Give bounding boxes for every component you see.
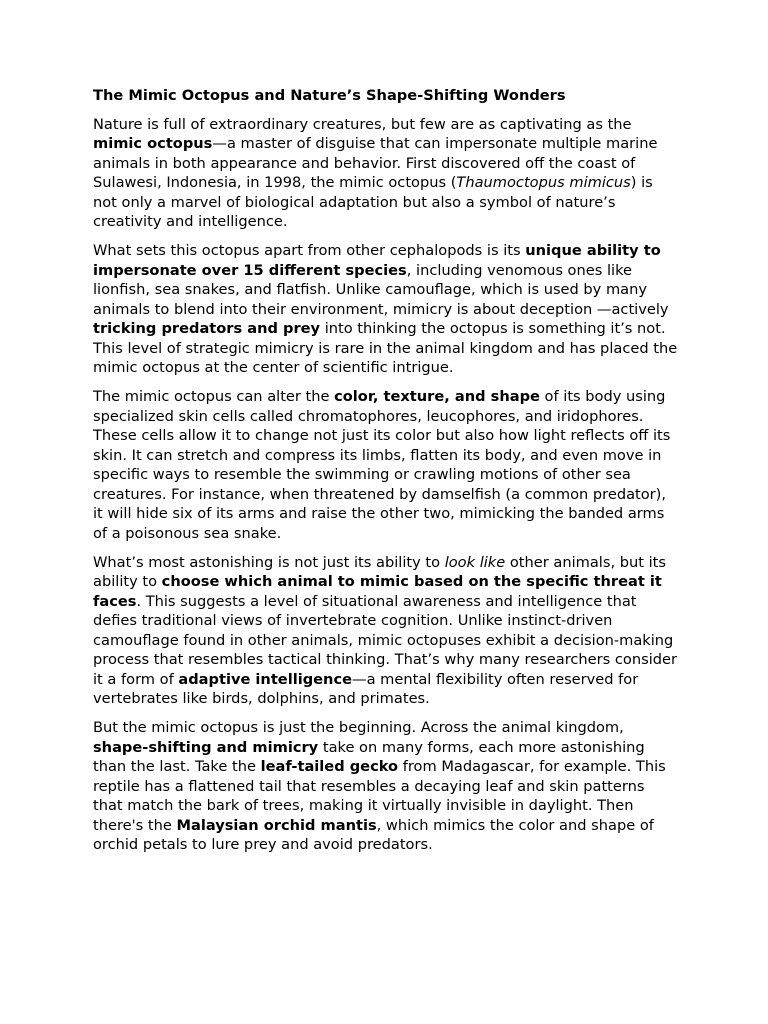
bold-text: shape-shifting and mimicry — [93, 738, 319, 756]
text-run: , including venomous ones like lionfish, sea snakes, and flatfish. Unlike camouflage, which is used by many animals to blend into their environment, mimicry is about deception —actively — [93, 261, 669, 318]
text-run: But the mimic octopus is just the beginning. Across the animal kingdom, — [93, 719, 624, 736]
document-body — [93, 115, 678, 855]
italic-text: Thaumoctopus mimicus — [456, 174, 631, 191]
bold-text: adaptive intelligence — [178, 670, 352, 688]
paragraph-3 — [93, 387, 678, 543]
text-run: , which mimics the color and shape of orchid petals to lure prey and avoid predators. — [93, 816, 654, 853]
text-run: Nature is full of extraordinary creatures, but few are as captivating as the — [93, 115, 632, 133]
bold-text: mimic octopus — [93, 135, 213, 152]
text-run: . This suggests a level of situational awareness and intelligence that defies traditional views of invertebrate cognition. Unlike instinct-driven camouflage found in other animals, mimic octopuses exhibit a decision-making process that resembles tactical thinking. That’s why many researchers consider it a form of — [93, 592, 677, 688]
bold-text: tricking predators and prey — [93, 320, 321, 337]
bold-text: choose which animal to mimic based on the specific threat it faces — [93, 573, 662, 610]
paragraph-5 — [93, 718, 678, 855]
text-run: The mimic octopus can alter the — [93, 388, 335, 405]
text-run: of its body using specialized skin cells called chromatophores, leucophores, and iridophores. These cells allow it to change not just its color but also how light reflects off its skin. It can stretch and compress its limbs, flatten its body, and even move in specific ways to resemble the swimming or crawling motions of other sea creatures. For instance, when threatened by damselfish (a common predator), it will hide six of its arms and raise the other two, mimicking the banded arms of a poisonous sea snake. — [93, 388, 671, 542]
text-run: —a master of disguise that can impersonate multiple marine animals in both appearance and behavior. First discovered off the coast of Sulawesi, Indonesia, in 1998, the mimic octopus ( — [93, 135, 658, 191]
text-run: —a mental flexibility often reserved for vertebrates like birds, dolphins, and primates. — [93, 670, 639, 707]
paragraph-1 — [93, 115, 678, 232]
bold-text: unique ability to impersonate over 15 different species — [93, 242, 661, 279]
text-run: other animals, but its ability to — [93, 553, 666, 590]
paragraph-2 — [93, 241, 678, 378]
bold-text: Malaysian orchid mantis — [176, 816, 377, 834]
text-run: into thinking the octopus is something it’s not. This level of strategic mimicry is rare in the animal kingdom and has placed the mimic octopus at the center of scientific intrigue. — [93, 320, 678, 376]
document-title: The Mimic Octopus and Nature’s Shape-Shifting Wonders — [93, 87, 566, 104]
text-run: take on many forms, each more astonishing than the last. Take the — [93, 738, 645, 775]
italic-text: look like — [444, 553, 506, 571]
bold-text: color, texture, and shape — [334, 388, 540, 405]
text-run: from Madagascar, for example. This reptile has a flattened tail that resembles a decaying leaf and skin patterns that match the bark of trees, making it virtually invisible in daylight. Then there's the — [93, 758, 666, 834]
paragraph-4 — [93, 553, 678, 709]
text-run: What’s most astonishing is not just its ability to — [93, 553, 445, 571]
text-run: What sets this octopus apart from other cephalopods is its — [93, 242, 526, 259]
text-run: ) is not only a marvel of biological adaptation but also a symbol of nature’s creativity and intelligence. — [93, 174, 653, 230]
bold-text: leaf-tailed gecko — [260, 758, 399, 775]
